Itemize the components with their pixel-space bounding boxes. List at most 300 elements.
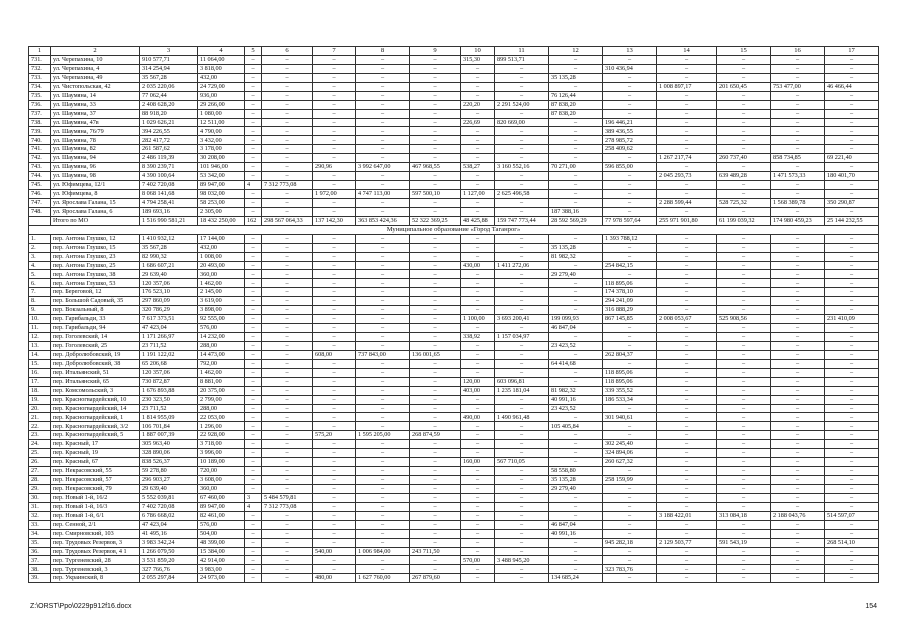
table-cell: 136 001,65: [410, 350, 461, 359]
table-cell: –: [603, 431, 657, 440]
table-cell: –: [410, 333, 461, 342]
table-cell: –: [410, 368, 461, 377]
table-cell: –: [549, 368, 603, 377]
table-cell: –: [313, 413, 356, 422]
table-cell: –: [603, 190, 657, 199]
table-cell: 53 342,00: [198, 172, 245, 181]
table-cell: –: [717, 136, 771, 145]
table-cell: 7 312 773,08: [262, 181, 313, 190]
table-cell: –: [603, 574, 657, 583]
table-cell: пер. Новый 1-й, 16/2: [51, 493, 140, 502]
table-cell: 29.: [29, 484, 51, 493]
table-row: [29, 216, 879, 225]
table-cell: –: [717, 324, 771, 333]
table-cell: –: [771, 324, 825, 333]
table-cell: –: [410, 556, 461, 565]
table-row: [29, 529, 879, 538]
table-cell: ул. Ярослава Галана, 15: [51, 198, 140, 207]
table-cell: 52 322 369,25: [410, 216, 461, 225]
table-cell: –: [549, 502, 603, 511]
table-cell: –: [771, 574, 825, 583]
table-cell: –: [245, 163, 262, 172]
table-cell: 327 766,76: [140, 565, 198, 574]
table-cell: 430,00: [461, 261, 495, 270]
table-cell: –: [461, 511, 495, 520]
table-cell: 2.: [29, 243, 51, 252]
table-cell: –: [262, 538, 313, 547]
table-cell: –: [657, 190, 717, 199]
table-cell: –: [245, 136, 262, 145]
table-cell: –: [313, 520, 356, 529]
table-cell: –: [356, 458, 410, 467]
table-cell: пер. Трудовых Резервов, 4 1: [51, 547, 140, 556]
table-cell: –: [313, 556, 356, 565]
table-cell: 3: [245, 493, 262, 502]
table-cell: –: [657, 476, 717, 485]
table-cell: пер. Тургеневский, 3: [51, 565, 140, 574]
table-cell: 730 872,87: [140, 377, 198, 386]
table-cell: 14 473,00: [198, 350, 245, 359]
table-cell: –: [549, 306, 603, 315]
table-cell: 1 462,00: [198, 368, 245, 377]
table-cell: –: [495, 243, 549, 252]
table-cell: –: [461, 350, 495, 359]
table-cell: –: [549, 279, 603, 288]
table-cell: –: [461, 476, 495, 485]
table-cell: 3 188 422,01: [657, 511, 717, 520]
table-cell: –: [825, 341, 879, 350]
table-cell: 838 526,37: [140, 458, 198, 467]
table-row: [29, 315, 879, 324]
table-cell: –: [657, 279, 717, 288]
table-cell: –: [245, 198, 262, 207]
table-cell: –: [262, 315, 313, 324]
table-cell: –: [495, 341, 549, 350]
table-cell: –: [771, 449, 825, 458]
table-cell: 47 423,04: [140, 324, 198, 333]
table-cell: –: [771, 288, 825, 297]
table-cell: –: [495, 154, 549, 163]
table-cell: 4 390 100,64: [140, 172, 198, 181]
table-cell: –: [603, 207, 657, 216]
table-cell: –: [245, 422, 262, 431]
table-cell: –: [356, 538, 410, 547]
table-cell: –: [356, 234, 410, 243]
table-cell: –: [356, 502, 410, 511]
table-cell: 4.: [29, 261, 51, 270]
table-cell: –: [245, 529, 262, 538]
table-cell: 174 980 459,23: [771, 216, 825, 225]
table-cell: –: [495, 538, 549, 547]
table-cell: –: [825, 359, 879, 368]
table-cell: –: [549, 172, 603, 181]
table-cell: –: [461, 270, 495, 279]
table-cell: –: [825, 386, 879, 395]
table-cell: 2 486 119,39: [140, 154, 198, 163]
table-cell: 5 552 039,81: [140, 493, 198, 502]
table-cell: –: [657, 297, 717, 306]
table-cell: 1 157 034,97: [495, 333, 549, 342]
table-cell: –: [245, 386, 262, 395]
table-cell: 17: [825, 47, 879, 56]
table-cell: –: [262, 100, 313, 109]
table-cell: –: [603, 100, 657, 109]
table-cell: –: [245, 333, 262, 342]
table-cell: –: [495, 404, 549, 413]
table-cell: 6.: [29, 279, 51, 288]
table-cell: –: [313, 91, 356, 100]
table-cell: 76 126,44: [549, 91, 603, 100]
table-cell: –: [657, 270, 717, 279]
table-cell: –: [825, 270, 879, 279]
table-cell: 101 946,00: [198, 163, 245, 172]
table-cell: 480,00: [313, 574, 356, 583]
table-row: [29, 324, 879, 333]
table-cell: –: [495, 252, 549, 261]
table-cell: –: [717, 502, 771, 511]
table-cell: 3 983,00: [198, 565, 245, 574]
table-cell: 29 639,40: [140, 270, 198, 279]
table-cell: –: [825, 100, 879, 109]
table-cell: –: [245, 511, 262, 520]
table-cell: 1 490 961,48: [495, 413, 549, 422]
table-cell: –: [461, 207, 495, 216]
table-cell: –: [410, 64, 461, 73]
table-row: [29, 565, 879, 574]
table-cell: –: [245, 190, 262, 199]
table-cell: 258 409,62: [603, 145, 657, 154]
table-cell: 5.: [29, 270, 51, 279]
table-cell: 35 567,28: [140, 243, 198, 252]
table-cell: –: [410, 198, 461, 207]
table-cell: 792,00: [198, 359, 245, 368]
table-cell: 35.: [29, 538, 51, 547]
table-cell: –: [549, 136, 603, 145]
table-cell: –: [410, 172, 461, 181]
table-cell: –: [825, 422, 879, 431]
table-cell: –: [461, 422, 495, 431]
table-cell: –: [461, 395, 495, 404]
table-cell: –: [245, 377, 262, 386]
table-cell: ул. Шаумяна, 78: [51, 136, 140, 145]
table-cell: –: [245, 341, 262, 350]
table-cell: 87 838,20: [549, 109, 603, 118]
table-cell: пер. Итальянский, 65: [51, 377, 140, 386]
table-cell: –: [495, 73, 549, 82]
table-cell: 46 847,04: [549, 520, 603, 529]
table-cell: 12: [549, 47, 603, 56]
table-cell: –: [717, 547, 771, 556]
table-cell: –: [313, 404, 356, 413]
table-row: [29, 377, 879, 386]
table-cell: –: [657, 458, 717, 467]
table-cell: 576,00: [198, 324, 245, 333]
table-cell: –: [825, 91, 879, 100]
table-cell: пер. Антона Глушко, 23: [51, 252, 140, 261]
table-row: [29, 64, 879, 73]
table-cell: –: [495, 288, 549, 297]
table-cell: –: [825, 520, 879, 529]
table-cell: –: [825, 431, 879, 440]
table-cell: –: [717, 565, 771, 574]
table-cell: –: [262, 136, 313, 145]
table-cell: –: [410, 511, 461, 520]
table-cell: –: [356, 154, 410, 163]
table-cell: –: [771, 467, 825, 476]
table-cell: 528 725,32: [717, 198, 771, 207]
table-cell: –: [262, 207, 313, 216]
table-cell: –: [410, 386, 461, 395]
table-cell: 324 894,06: [603, 449, 657, 458]
table-cell: –: [495, 422, 549, 431]
table-cell: 294 241,09: [603, 297, 657, 306]
table-cell: –: [245, 64, 262, 73]
table-cell: –: [717, 100, 771, 109]
table-cell: 596 855,00: [603, 163, 657, 172]
table-cell: –: [603, 333, 657, 342]
table-cell: 1 411 272,06: [495, 261, 549, 270]
table-cell: –: [657, 547, 717, 556]
table-cell: 310 436,94: [603, 64, 657, 73]
table-cell: –: [245, 145, 262, 154]
table-cell: 11.: [29, 324, 51, 333]
table-cell: 736.: [29, 100, 51, 109]
table-cell: –: [410, 100, 461, 109]
table-cell: 639 489,28: [717, 172, 771, 181]
table-cell: –: [549, 181, 603, 190]
table-cell: –: [657, 288, 717, 297]
table-cell: –: [245, 252, 262, 261]
table-cell: 7 312 773,08: [262, 502, 313, 511]
table-cell: пер. Антона Глушко, 38: [51, 270, 140, 279]
table-cell: –: [717, 190, 771, 199]
table-cell: 298 567 064,33: [262, 216, 313, 225]
table-cell: пер. Антона Глушко, 15: [51, 243, 140, 252]
table-cell: 3: [140, 47, 198, 56]
table-cell: –: [657, 118, 717, 127]
table-cell: –: [356, 377, 410, 386]
table-cell: –: [262, 386, 313, 395]
table-cell: –: [461, 82, 495, 91]
table-cell: 1 266 079,50: [140, 547, 198, 556]
table-cell: –: [717, 377, 771, 386]
table-cell: 731.: [29, 55, 51, 64]
table-cell: –: [313, 386, 356, 395]
table-cell: –: [461, 297, 495, 306]
table-cell: 38.: [29, 565, 51, 574]
table-cell: 159 747 773,44: [495, 216, 549, 225]
table-cell: –: [356, 73, 410, 82]
table-cell: 570,00: [461, 556, 495, 565]
table-cell: пер. Гарибальди, 94: [51, 324, 140, 333]
table-cell: –: [825, 449, 879, 458]
table-cell: –: [717, 467, 771, 476]
table-cell: –: [657, 252, 717, 261]
table-cell: –: [356, 467, 410, 476]
table-cell: 88 918,20: [140, 109, 198, 118]
table-cell: ул. Юфимцева, 12/1: [51, 181, 140, 190]
table-cell: –: [262, 413, 313, 422]
table-cell: 504,00: [198, 529, 245, 538]
table-cell: –: [410, 476, 461, 485]
table-cell: ул. Черепахина, 49: [51, 73, 140, 82]
table-row: [29, 243, 879, 252]
table-cell: 120 357,06: [140, 279, 198, 288]
table-row: [29, 297, 879, 306]
table-cell: пер. Гарибальди, 33: [51, 315, 140, 324]
table-cell: –: [245, 127, 262, 136]
table-cell: 1 100,00: [461, 315, 495, 324]
table-cell: 29 639,40: [140, 484, 198, 493]
table-cell: –: [657, 306, 717, 315]
table-cell: –: [356, 315, 410, 324]
table-cell: 48 399,00: [198, 538, 245, 547]
table-cell: –: [771, 386, 825, 395]
table-cell: –: [657, 377, 717, 386]
table-cell: –: [262, 261, 313, 270]
table-cell: –: [245, 279, 262, 288]
table-cell: 24.: [29, 440, 51, 449]
table-row: [29, 154, 879, 163]
table-cell: –: [657, 493, 717, 502]
table-cell: –: [410, 136, 461, 145]
table-cell: ул. Шаумяна, 98: [51, 172, 140, 181]
table-cell: –: [313, 279, 356, 288]
table-cell: –: [771, 100, 825, 109]
table-cell: –: [356, 395, 410, 404]
table-cell: –: [410, 234, 461, 243]
table-row: [29, 136, 879, 145]
table-cell: –: [771, 529, 825, 538]
table-cell: 268 874,59: [410, 431, 461, 440]
table-cell: 41 495,16: [140, 529, 198, 538]
table-cell: ул. Шаумяна, 94: [51, 154, 140, 163]
table-cell: пер. Комсомольский, 3: [51, 386, 140, 395]
table-cell: –: [657, 207, 717, 216]
table-cell: –: [356, 476, 410, 485]
table-cell: –: [245, 359, 262, 368]
table-cell: –: [603, 529, 657, 538]
table-cell: –: [461, 136, 495, 145]
table-cell: –: [771, 91, 825, 100]
table-row: [29, 279, 879, 288]
table-cell: –: [717, 422, 771, 431]
table-cell: –: [657, 350, 717, 359]
table-cell: –: [313, 377, 356, 386]
table-row: [29, 100, 879, 109]
table-cell: ул. Юфимцева, 8: [51, 190, 140, 199]
table-cell: 40 991,16: [549, 529, 603, 538]
table-cell: –: [356, 100, 410, 109]
table-cell: 720,00: [198, 467, 245, 476]
table-cell: –: [313, 109, 356, 118]
table-cell: –: [657, 556, 717, 565]
table-cell: 27.: [29, 467, 51, 476]
table-cell: 314 254,94: [140, 64, 198, 73]
table-cell: 24 729,00: [198, 82, 245, 91]
table-cell: –: [771, 118, 825, 127]
table-row: [29, 190, 879, 199]
table-cell: 255 971 901,80: [657, 216, 717, 225]
table-cell: 3 693 200,41: [495, 315, 549, 324]
table-cell: –: [771, 252, 825, 261]
table-cell: 11 064,00: [198, 55, 245, 64]
table-cell: –: [262, 467, 313, 476]
table-cell: 262 804,37: [603, 350, 657, 359]
table-cell: 65 206,68: [140, 359, 198, 368]
table-cell: –: [262, 270, 313, 279]
table-cell: 98 032,00: [198, 190, 245, 199]
table-cell: –: [313, 395, 356, 404]
table-cell: –: [461, 145, 495, 154]
table-cell: –: [717, 395, 771, 404]
table-cell: –: [461, 341, 495, 350]
table-cell: –: [245, 207, 262, 216]
table-cell: –: [262, 377, 313, 386]
table-cell: –: [495, 234, 549, 243]
table-cell: 5 484 579,81: [262, 493, 313, 502]
table-cell: –: [262, 82, 313, 91]
table-cell: –: [356, 520, 410, 529]
table-cell: 363 853 424,36: [356, 216, 410, 225]
table-cell: 243 711,50: [410, 547, 461, 556]
table-cell: –: [461, 565, 495, 574]
table-cell: –: [771, 404, 825, 413]
table-cell: 1 080,00: [198, 109, 245, 118]
table-cell: –: [549, 440, 603, 449]
table-cell: –: [245, 82, 262, 91]
table-cell: –: [603, 502, 657, 511]
table-cell: 9: [410, 47, 461, 56]
table-cell: 61 199 039,32: [717, 216, 771, 225]
table-row: [29, 181, 879, 190]
table-cell: 734.: [29, 82, 51, 91]
table-cell: –: [313, 359, 356, 368]
table-cell: –: [717, 109, 771, 118]
table-cell: –: [717, 127, 771, 136]
table-row: [29, 520, 879, 529]
table-cell: –: [410, 55, 461, 64]
table-cell: 360,00: [198, 484, 245, 493]
table-cell: –: [495, 493, 549, 502]
table-cell: –: [461, 181, 495, 190]
table-cell: –: [771, 350, 825, 359]
table-cell: 1.: [29, 234, 51, 243]
table-cell: –: [313, 529, 356, 538]
table-cell: –: [657, 127, 717, 136]
table-cell: 740.: [29, 136, 51, 145]
table-cell: 46 466,44: [825, 82, 879, 91]
table-cell: –: [410, 91, 461, 100]
table-cell: –: [356, 404, 410, 413]
table-cell: –: [410, 404, 461, 413]
table-cell: –: [245, 297, 262, 306]
table-cell: –: [313, 458, 356, 467]
table-cell: –: [771, 136, 825, 145]
table-cell: 2 288 599,44: [657, 198, 717, 207]
table-cell: –: [245, 538, 262, 547]
table-cell: –: [245, 547, 262, 556]
table-cell: 745.: [29, 181, 51, 190]
table-cell: ул. Шаумяна, 37: [51, 109, 140, 118]
table-cell: –: [825, 64, 879, 73]
table-cell: 2 305,00: [198, 207, 245, 216]
table-cell: –: [461, 493, 495, 502]
table-cell: –: [603, 91, 657, 100]
table-cell: –: [549, 431, 603, 440]
table-cell: ул. Шаумяна, 82: [51, 145, 140, 154]
table-row: [29, 476, 879, 485]
